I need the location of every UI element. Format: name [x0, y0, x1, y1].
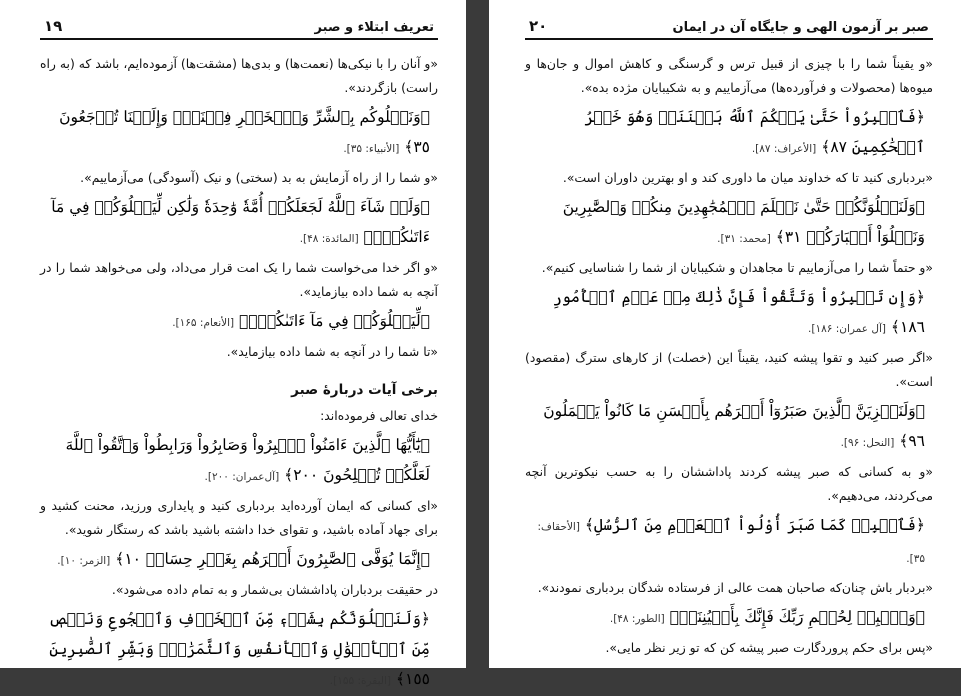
verse-text: ﴿وَنَبۡلُوكُم بِٱلشَّرِّ وَٱلۡخَيۡرِ فِتۡنَةٗۖ وَإِلَيۡنَا تُرۡجَعُونَ ٣٥﴾ — [59, 108, 430, 156]
verse-reference: [النحل: ۹۶]. — [840, 437, 895, 449]
quran-verse — [40, 604, 438, 696]
quran-verse — [525, 282, 933, 344]
quran-verse — [40, 102, 438, 164]
quran-verse — [525, 102, 933, 164]
paragraph: «تا شما را در آنچه به شما داده بیازماید». — [226, 344, 438, 359]
verse-reference: [الأحقاف: ۳۵]. — [537, 521, 925, 565]
verse-reference: [محمد: ۳۱]. — [717, 233, 771, 245]
paragraph: «اگر صبر کنید و تقوا پیشه کنید، یقیناً این (خصلت) از کارهای سترگ (مقصود) است». — [525, 350, 933, 389]
paragraph: «و شما را از راه آزمایش به بد (سختی) و نیک (آسودگی) می‌آزماییم». — [80, 170, 438, 185]
verse-text: ﴿وَإِن تَصۡبِرُواْ وَتَتَّقُواْ فَإِنَّ ذَٰلِكَ مِنۡ عَزۡمِ ٱلۡأُمُورِ ١٨٦﴾ — [552, 288, 925, 336]
paragraph: در حقیقت بردباران پاداششان بی‌شمار و به تمام داده می‌شود». — [111, 582, 438, 597]
verse-reference: [آل‌عمران: ۲۰۰]. — [204, 471, 280, 483]
quran-verse — [525, 396, 933, 458]
section-heading: برخی آیات دربارۀ صبر — [291, 382, 438, 398]
paragraph: خدای تعالی فرموده‌اند: — [320, 408, 438, 423]
paragraph: «و اگر خدا می‌خواست شما را یک امت قرار می‌داد، ولی می‌خواهد شما را در آنچه به شما داده بیازماید». — [40, 260, 438, 299]
verse-reference: [البقرة: ۱۵۵]. — [329, 675, 391, 687]
verse-text: ﴿وَلَنَبۡلُوَنَّكُم بِشَيۡءٖ مِّنَ ٱلۡخَوۡفِ وَٱلۡجُوعِ وَنَقۡصٖ مِّنَ ٱلۡأَمۡوَٰلِ وَٱلۡأَنفُسِ وَٱلثَّمَرَٰتِۗ وَبَشِّرِ ٱلصَّٰبِرِينَ ١٥٥﴾ — [48, 610, 430, 688]
quran-verse — [525, 192, 933, 254]
verse-text: ﴿يَٰٓأَيُّهَا ٱلَّذِينَ ءَامَنُواْ ٱصۡبِرُواْ وَصَابِرُواْ وَرَابِطُواْ وَٱتَّقُواْ ٱللَّهَ لَعَلَّكُمۡ تُفۡلِحُونَ ٢٠٠﴾ — [65, 436, 430, 484]
verse-text: ﴿وَٱصۡبِرۡ لِحُكۡمِ رَبِّكَ فَإِنَّكَ بِأَعۡيُنِنَاۖ﴾ — [669, 608, 925, 626]
page-body — [40, 40, 438, 696]
paragraph: «و آنان را با نیکی‌ها (نعمت‌ها) و بدی‌ها (مشقت‌ها) آزموده‌ایم، باشد که (به راه راست) بازگردند». — [40, 56, 438, 95]
quran-verse — [525, 510, 933, 574]
page-body — [525, 40, 933, 660]
verse-reference: [الطور: ۴۸]. — [609, 613, 665, 625]
verse-reference: [الأعراف: ۸۷]. — [751, 143, 817, 155]
right-page — [489, 0, 961, 668]
paragraph: «و یقیناً شما را با چیزی از قبیل ترس و گرسنگی و کاهش اموال و جان‌ها و میوه‌ها (محصولات و فرآورده‌ها) می‌آزماییم و به شکیبایان مژده بده». — [525, 56, 933, 95]
verse-text: ﴿لِّيَبۡلُوَكُمۡ فِي مَآ ءَاتَىٰكُمۡۗ﴾ — [239, 312, 430, 330]
left-page — [0, 0, 466, 688]
page-header — [40, 0, 438, 40]
verse-reference: [الأنعام: ۱۶۵]. — [172, 317, 235, 329]
verse-text: ﴿إِنَّمَا يُوَفَّى ٱلصَّٰبِرُونَ أَجۡرَهُم بِغَيۡرِ حِسَابٖ ١٠﴾ — [115, 550, 430, 568]
verse-text: ﴿فَٱصۡبِرُواْ حَتَّىٰ يَحۡكُمَ ٱللَّهُ بَيۡنَنَاۚ وَهُوَ خَيۡرُ ٱلۡحَٰكِمِينَ ٨٧﴾ — [584, 108, 925, 156]
paragraph: «پس برای حکم پروردگارت صبر پیشه کن که تو زیر نظر مایی». — [605, 640, 933, 655]
paragraph: «ای کسانی که ایمان آورده‌اید بردباری کنید و پایداری ورزید، محنت کشید و برای جهاد آماده باشید، و تقوای خدا داشته باشید باشد که رستگار شوید». — [40, 498, 438, 537]
page-number: ۲۰ — [529, 17, 548, 35]
verse-text: ﴿وَلَنَبۡلُوَنَّكُمۡ حَتَّىٰ نَعۡلَمَ ٱلۡمُجَٰهِدِينَ مِنكُمۡ وَٱلصَّٰبِرِينَ وَنَبۡلُوَاْ أَخۡبَارَكُمۡ ٣١﴾ — [562, 198, 925, 246]
paragraph: «و حتماً شما را می‌آزماییم تا مجاهدان و شکیبایان از شما را شناسایی کنیم». — [541, 260, 933, 275]
running-title: تعریف ابتلاء و صبر — [314, 20, 434, 35]
quran-verse — [40, 430, 438, 492]
verse-text: ﴿وَلَنَجۡزِيَنَّ ٱلَّذِينَ صَبَرُوٓاْ أَجۡرَهُم بِأَحۡسَنِ مَا كَانُواْ يَعۡمَلُونَ ٩٦﴾ — [543, 402, 925, 450]
verse-reference: [المائدة: ۴۸]. — [299, 233, 359, 245]
page-header — [525, 0, 933, 40]
quran-verse — [40, 192, 438, 254]
verse-text: ﴿فَٱصۡبِرۡ كَمَا صَبَرَ أُوْلُواْ ٱلۡعَزۡمِ مِنَ ٱلرُّسُلِ﴾ — [584, 516, 925, 534]
paragraph: «بردبار باش چنان‌که صاحبان همت عالی از فرستاده شدگان بردباری نمودند». — [537, 580, 933, 595]
page-number: ۱۹ — [44, 17, 63, 35]
paragraph: «بردباری کنید تا که خداوند میان ما داوری کند و او بهترین داوران است». — [562, 170, 933, 185]
running-title: صبر بر آزمون الهی و جایگاه آن در ایمان — [672, 20, 929, 35]
verse-reference: [الأنبیاء: ۳۵]. — [343, 143, 400, 155]
verse-reference: [آل عمران: ۱۸۶]. — [808, 323, 886, 335]
verse-text: ﴿وَلَوۡ شَآءَ ٱللَّهُ لَجَعَلَكُمۡ أُمَّةٗ وَٰحِدَةٗ وَلَٰكِن لِّيَبۡلُوَكُمۡ فِي مَآ ءَاتَىٰكُمۡۖ﴾ — [51, 198, 430, 246]
verse-reference: [الزمر: ۱۰]. — [57, 555, 111, 567]
paragraph: «و به کسانی که صبر پیشه کردند پاداششان را به حسب نیکوترین آنچه می‌کردند، می‌دهیم». — [525, 464, 933, 503]
quran-verse — [40, 306, 438, 338]
quran-verse — [525, 602, 933, 634]
quran-verse — [40, 544, 438, 576]
